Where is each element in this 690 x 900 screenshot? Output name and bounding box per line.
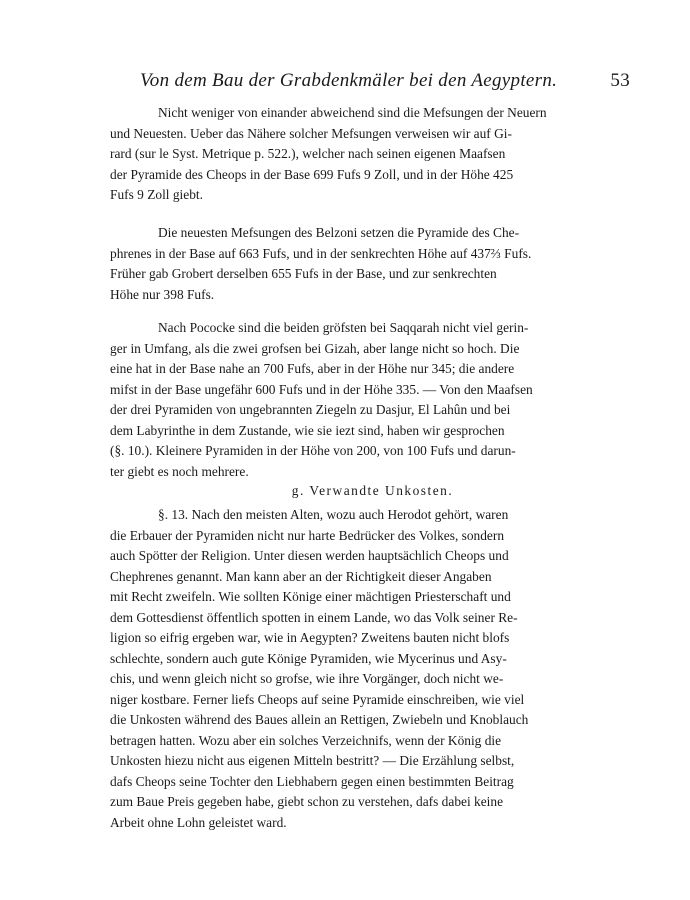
text-line: Nicht weniger von einander abweichend sind die Mefsungen der Neuern <box>158 105 547 120</box>
text-line: ger in Umfang, als die zwei grofsen bei Gizah, aber lange nicht so hoch. Die <box>110 340 520 356</box>
paragraph-measurements-belzoni <box>110 223 635 305</box>
text-line: dem Labyrinthe in dem Zustande, wie sie iezt sind, haben wir gesprochen <box>110 422 505 438</box>
text-line: dem Gottesdienst öffentlich spotten in einem Lande, wo das Volk seiner Re- <box>110 609 518 625</box>
text-line: rard (sur le Syst. Metrique p. 522.), welcher nach seinen eigenen Maafsen <box>110 146 506 161</box>
text-line: die Erbauer der Pyramiden nicht nur harte Bedrücker des Volkes, sondern <box>110 527 505 543</box>
text-line: niger kostbare. Ferner liefs Cheops auf seine Pyramide einschreiben, wie viel <box>110 691 525 707</box>
text-line: phrenes in der Base auf 663 Fufs, und in der senkrechten Höhe auf 437⅔ Fufs. <box>110 245 532 261</box>
text-line: Früher gab Grobert derselben 655 Fufs in der Base, und zur senkrechten <box>110 266 497 281</box>
paragraph-pococke-saqqarah <box>110 318 635 482</box>
text-line: schlechte, sondern auch gute Könige Pyramiden, wie Mycerinus und Asy- <box>110 650 507 666</box>
text-line: mifst in der Base ungefähr 600 Fufs und in der Höhe 335. — Von den Maafsen <box>110 381 533 397</box>
text-line: die Unkosten während des Baues allein an Rettigen, Zwiebeln und Knoblauch <box>110 712 529 727</box>
text-line: Unkosten hiezu nicht aus eigenen Mitteln bestritt? — Die Erzählung selbst, <box>110 753 515 768</box>
text-line: zum Baue Preis gegeben habe, giebt schon zu verstehen, dafs dabei keine <box>110 794 504 809</box>
text-line: §. 13. Nach den meisten Alten, wozu auch Herodot gehört, waren <box>158 507 509 522</box>
text-line: eine hat in der Base nahe an 700 Fufs, aber in der Höhe nur 345; die andere <box>110 361 515 376</box>
paragraph-measurements-girard <box>110 103 635 206</box>
text-line: ligion so eifrig ergeben war, wie in Aegypten? Zweitens bauten nicht blofs <box>110 630 510 645</box>
text-line: Die neuesten Mefsungen des Belzoni setzen die Pyramide des Che- <box>158 225 520 240</box>
page-number: 53 <box>610 70 630 91</box>
text-line: mit Recht zweifeln. Wie sollten Könige einer mächtigen Priesterschaft und <box>110 589 511 604</box>
text-line: ter giebt es noch mehrere. <box>110 463 249 479</box>
text-line: der Pyramide des Cheops in der Base 699 Fufs 9 Zoll, und in der Höhe 425 <box>110 166 514 182</box>
text-line: Nach Pococke sind die beiden gröfsten bei Saqqarah nicht viel gerin- <box>158 320 529 335</box>
section-heading: g. Verwandte Unkosten. <box>291 483 454 498</box>
text-line: Chephrenes genannt. Man kann aber an der Richtigkeit dieser Angaben <box>110 568 492 584</box>
text-line: Höhe nur 398 Fufs. <box>110 286 215 302</box>
running-header-title: Von dem Bau der Grabdenkmäler bei den Aegyptern. <box>140 70 558 91</box>
text-line: auch Spötter der Religion. Unter diesen werden hauptsächlich Cheops und <box>110 548 509 563</box>
running-header <box>140 70 630 96</box>
text-line: dafs Cheops seine Tochter den Liebhabern gegen einen bestimmten Beitrag <box>110 773 514 789</box>
text-line: Fufs 9 Zoll giebt. <box>110 187 203 202</box>
text-line: chis, und wenn gleich nicht so grofse, wie ihre Vorgänger, doch nicht we- <box>110 671 504 686</box>
text-line: (§. 10.). Kleinere Pyramiden in der Höhe von 200, von 100 Fufs und darun- <box>110 443 516 458</box>
paragraph-section-13 <box>110 505 635 833</box>
text-line: der drei Pyramiden von ungebrannten Ziegeln zu Dasjur, El Lahûn und bei <box>110 402 511 417</box>
text-line: betragen hatten. Wozu aber ein solches Verzeichnifs, wenn der König die <box>110 732 502 748</box>
text-line: und Neuesten. Ueber das Nähere solcher Mefsungen verweisen wir auf Gi- <box>110 125 512 141</box>
text-line: Arbeit ohne Lohn geleistet ward. <box>110 814 287 830</box>
